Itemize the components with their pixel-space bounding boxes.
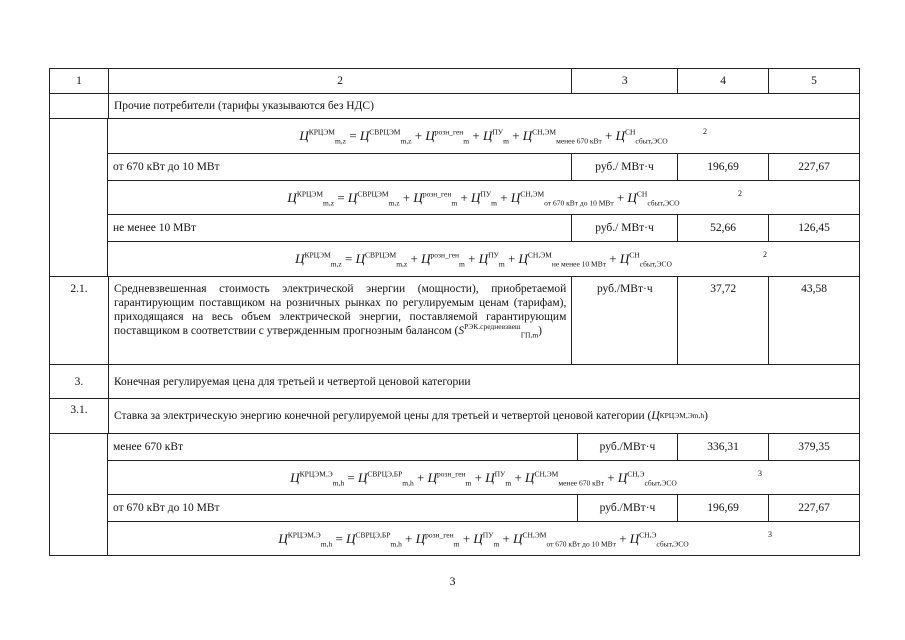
row-label: от 670 кВт до 10 МВт — [108, 154, 572, 181]
row-value-5: 227,67 — [769, 495, 860, 522]
table-row-group — [49, 434, 860, 556]
row-value-5: 379,35 — [769, 434, 860, 461]
table-row-group — [49, 119, 860, 277]
formula-4: $Ц^{КРЦЭМ,Э}_{m,h} = Ц^{СВРЦЭ,БР}_{m,h} + Ц^{розн\_ген}_m + Ц^{ПУ}_m + Ц^{СН,ЭМ}_{менее 670 кВт} + Ц^{СН,Э}_{сбыт,ЭСО}$ — [290, 469, 677, 488]
col-header-2: 2 — [109, 68, 572, 94]
row-value-4: 37,72 — [678, 277, 769, 365]
table-row — [108, 154, 860, 181]
formula-row — [108, 181, 860, 215]
tariff-table — [49, 68, 860, 556]
section-label: Прочие потребители (тарифы указываются без НДС) — [109, 94, 860, 119]
col-header-5: 5 — [769, 68, 860, 94]
row-value-5: 43,58 — [769, 277, 860, 365]
formula-5: $Ц^{КРЦЭМ,Э}_{m,h} = Ц^{СВРЦЭ,БР}_{m,h} + Ц^{розн\_ген}_m + Ц^{ПУ}_m + Ц^{СН,ЭМ}_{от 670 кВт до 10 МВт} + Ц^{СН,Э}_{сбыт,ЭСО}$ — [278, 530, 689, 549]
row-label: от 670 кВт до 10 МВт — [108, 495, 578, 522]
table-row — [49, 277, 860, 365]
row-group-body — [108, 434, 860, 556]
formula-row — [108, 119, 860, 154]
table-header-row — [49, 68, 860, 94]
formula-row — [108, 242, 860, 277]
footnote-marker: 3 — [758, 469, 762, 478]
row-group-body — [108, 119, 860, 277]
table-row — [108, 215, 860, 242]
page-number: 3 — [449, 574, 456, 588]
col-header-4: 4 — [678, 68, 769, 94]
formula-1: $Ц^{КРЦЭМ}_{m,z} = Ц^{СВРЦЭМ}_{m,z} + Ц^{розн\_ген}_m + Ц^{ПУ}_m + Ц^{СН,ЭМ}_{менее 670 кВт} + Ц^{СН}_{сбыт,ЭСО}$ — [299, 127, 668, 146]
footnote-marker: 3 — [768, 530, 772, 539]
footnote-marker: 2 — [738, 189, 742, 198]
formula-2: $Ц^{КРЦЭМ}_{m,z} = Ц^{СВРЦЭМ}_{m,z} + Ц^{розн\_ген}_m + Ц^{ПУ}_m + Ц^{СН,ЭМ}_{от 670 кВт до 10 МВт} + Ц^{СН}_{сбыт,ЭСО}$ — [287, 189, 680, 208]
row-value-5: 227,67 — [769, 154, 860, 181]
row-number — [50, 119, 108, 277]
table-row — [49, 94, 860, 119]
row-number: 3.1. — [50, 399, 109, 434]
formula-3: $Ц^{КРЦЭМ}_{m,z} = Ц^{СВРЦЭМ}_{m,z} + Ц^{розн\_ген}_m + Ц^{ПУ}_m + Ц^{СН,ЭМ}_{не менее 10 МВт} + Ц^{СН}_{сбыт,ЭСО}$ — [295, 250, 672, 269]
row-value-5: 126,45 — [769, 215, 860, 242]
row-unit: руб./МВт·ч — [578, 434, 678, 461]
row-unit: руб./МВт·ч — [572, 277, 678, 365]
col-header-1: 1 — [50, 68, 109, 94]
row-unit: руб./ МВт·ч — [572, 154, 678, 181]
col-header-3: 3 — [572, 68, 678, 94]
table-row — [49, 365, 860, 399]
section-label: Ставка за электрическую энергию конечной регулируемой цены для третьей и четвертой ценовой категории ( Ц КРЦЭМ,Э m,h ) — [109, 399, 860, 434]
table-row — [108, 434, 860, 461]
row-label: не менее 10 МВт — [108, 215, 572, 242]
footnote-marker: 2 — [763, 250, 767, 259]
footnote-marker: 2 — [703, 127, 707, 136]
row-unit: руб./МВт·ч — [578, 495, 678, 522]
row-value-4: 196,69 — [678, 154, 769, 181]
table-row — [108, 495, 860, 522]
row-number — [50, 434, 108, 556]
row-unit: руб./ МВт·ч — [572, 215, 678, 242]
section-label: Конечная регулируемая цена для третьей и четвертой ценовой категории — [109, 365, 860, 399]
row-value-4: 336,31 — [678, 434, 769, 461]
table-row — [49, 399, 860, 434]
row-label: менее 670 кВт — [108, 434, 578, 461]
row-description: Средневзвешенная стоимость электрической энергии (мощности), приобретаемой гарантирующим поставщиком на розничных рынках по регулируемым ценам (тарифам), приходящаяся на весь объем электрической энергии, поставляемой гарантирующим поставщиком в соответствии с утвержденным прогнозным балансом $(S^{РЭК.средневзвеш}_{ГП,m})$ — [109, 277, 572, 365]
row-number: 3. — [50, 365, 109, 399]
row-number — [50, 94, 109, 119]
row-value-4: 196,69 — [678, 495, 769, 522]
row-value-4: 52,66 — [678, 215, 769, 242]
row-number: 2.1. — [50, 277, 109, 365]
formula-row — [108, 522, 860, 556]
formula-row — [108, 461, 860, 495]
